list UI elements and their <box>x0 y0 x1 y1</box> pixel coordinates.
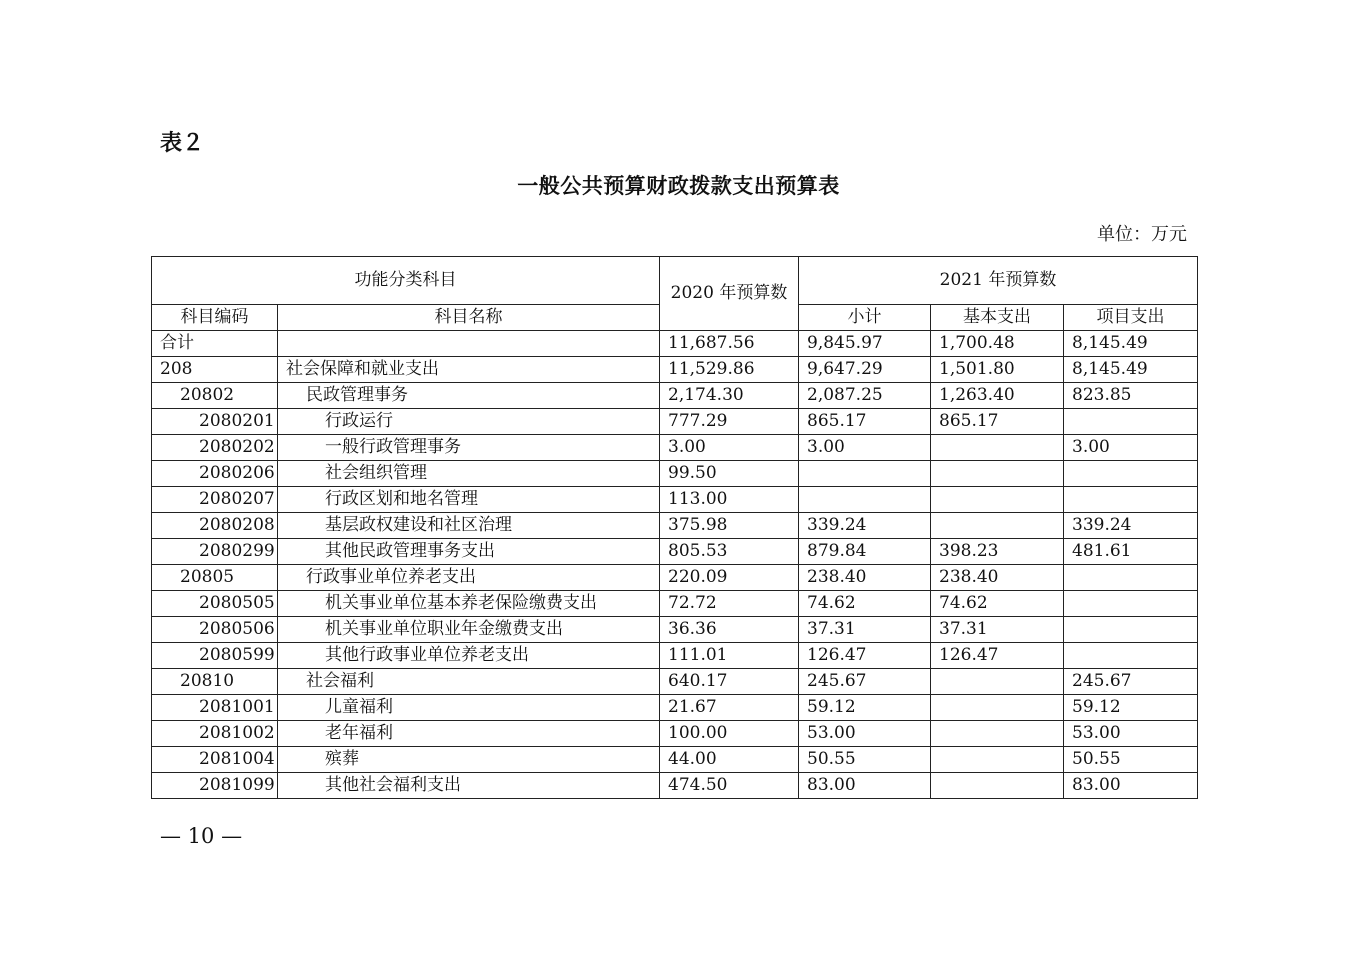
cell-subtotal: 50.55 <box>799 747 931 773</box>
table-row <box>152 409 1198 435</box>
cell-code: 2080506 <box>152 617 278 643</box>
cell-subtotal: 53.00 <box>799 721 931 747</box>
cell-code: 2080599 <box>152 643 278 669</box>
cell-budget-2020: 2,174.30 <box>660 383 799 409</box>
cell-code: 2081002 <box>152 721 278 747</box>
cell-code: 2081099 <box>152 773 278 799</box>
cell-name: 行政事业单位养老支出 <box>278 565 660 591</box>
cell-name: 社会福利 <box>278 669 660 695</box>
cell-code: 2080208 <box>152 513 278 539</box>
table-row <box>152 695 1198 721</box>
cell-code: 2081001 <box>152 695 278 721</box>
cell-code: 2080206 <box>152 461 278 487</box>
cell-subtotal: 865.17 <box>799 409 931 435</box>
table-row <box>152 487 1198 513</box>
cell-name: 社会保障和就业支出 <box>278 357 660 383</box>
cell-project: 59.12 <box>1064 695 1198 721</box>
table-row <box>152 721 1198 747</box>
cell-subtotal: 126.47 <box>799 643 931 669</box>
cell-budget-2020: 3.00 <box>660 435 799 461</box>
cell-project: 53.00 <box>1064 721 1198 747</box>
cell-budget-2020: 777.29 <box>660 409 799 435</box>
budget-table <box>151 256 1198 799</box>
table-row <box>152 357 1198 383</box>
cell-project <box>1064 409 1198 435</box>
cell-subtotal: 3.00 <box>799 435 931 461</box>
cell-name: 老年福利 <box>278 721 660 747</box>
cell-subtotal: 238.40 <box>799 565 931 591</box>
cell-name: 其他民政管理事务支出 <box>278 539 660 565</box>
cell-budget-2020: 640.17 <box>660 669 799 695</box>
cell-basic: 1,501.80 <box>931 357 1064 383</box>
cell-subtotal: 9,845.97 <box>799 331 931 357</box>
header-project: 项目支出 <box>1064 305 1198 331</box>
table-row <box>152 617 1198 643</box>
table-row <box>152 747 1198 773</box>
cell-code: 合计 <box>152 331 278 357</box>
cell-subtotal: 83.00 <box>799 773 931 799</box>
header-basic: 基本支出 <box>931 305 1064 331</box>
cell-subtotal: 74.62 <box>799 591 931 617</box>
header-code: 科目编码 <box>152 305 278 331</box>
cell-budget-2020: 375.98 <box>660 513 799 539</box>
cell-project <box>1064 487 1198 513</box>
cell-project <box>1064 565 1198 591</box>
cell-project: 50.55 <box>1064 747 1198 773</box>
cell-basic: 1,263.40 <box>931 383 1064 409</box>
cell-code: 2080201 <box>152 409 278 435</box>
cell-basic <box>931 487 1064 513</box>
cell-code: 2080202 <box>152 435 278 461</box>
cell-subtotal: 2,087.25 <box>799 383 931 409</box>
cell-basic: 1,700.48 <box>931 331 1064 357</box>
cell-project: 8,145.49 <box>1064 331 1198 357</box>
cell-budget-2020: 11,529.86 <box>660 357 799 383</box>
table-row <box>152 513 1198 539</box>
cell-basic <box>931 721 1064 747</box>
cell-basic <box>931 669 1064 695</box>
table-row <box>152 669 1198 695</box>
table-row <box>152 539 1198 565</box>
cell-code: 2080207 <box>152 487 278 513</box>
cell-basic: 37.31 <box>931 617 1064 643</box>
cell-project: 8,145.49 <box>1064 357 1198 383</box>
cell-basic <box>931 747 1064 773</box>
header-name: 科目名称 <box>278 305 660 331</box>
table-row <box>152 331 1198 357</box>
cell-budget-2020: 36.36 <box>660 617 799 643</box>
cell-budget-2020: 474.50 <box>660 773 799 799</box>
document-title: 一般公共预算财政拨款支出预算表 <box>517 174 840 198</box>
header-subtotal: 小计 <box>799 305 931 331</box>
cell-name: 其他社会福利支出 <box>278 773 660 799</box>
table-row <box>152 773 1198 799</box>
cell-budget-2020: 72.72 <box>660 591 799 617</box>
table-header <box>152 257 1198 331</box>
cell-project: 339.24 <box>1064 513 1198 539</box>
table-row <box>152 461 1198 487</box>
header-functional: 功能分类科目 <box>152 257 660 305</box>
cell-basic <box>931 773 1064 799</box>
header-budget-2021: 2021 年预算数 <box>799 257 1198 305</box>
cell-budget-2020: 11,687.56 <box>660 331 799 357</box>
cell-budget-2020: 44.00 <box>660 747 799 773</box>
header-budget-2020: 2020 年预算数 <box>660 257 799 331</box>
table-row <box>152 591 1198 617</box>
cell-name: 机关事业单位职业年金缴费支出 <box>278 617 660 643</box>
table-label: 表２ <box>160 131 205 156</box>
cell-basic <box>931 695 1064 721</box>
cell-budget-2020: 99.50 <box>660 461 799 487</box>
cell-budget-2020: 220.09 <box>660 565 799 591</box>
cell-budget-2020: 113.00 <box>660 487 799 513</box>
cell-project <box>1064 617 1198 643</box>
cell-code: 20802 <box>152 383 278 409</box>
cell-basic <box>931 435 1064 461</box>
cell-project <box>1064 643 1198 669</box>
cell-code: 20810 <box>152 669 278 695</box>
cell-code: 2080299 <box>152 539 278 565</box>
cell-basic: 238.40 <box>931 565 1064 591</box>
table-body <box>152 331 1198 799</box>
cell-code: 2080505 <box>152 591 278 617</box>
cell-name: 殡葬 <box>278 747 660 773</box>
cell-subtotal <box>799 461 931 487</box>
cell-name <box>278 331 660 357</box>
cell-project: 3.00 <box>1064 435 1198 461</box>
cell-name: 基层政权建设和社区治理 <box>278 513 660 539</box>
cell-subtotal: 245.67 <box>799 669 931 695</box>
cell-name: 行政运行 <box>278 409 660 435</box>
cell-subtotal <box>799 487 931 513</box>
cell-project: 83.00 <box>1064 773 1198 799</box>
cell-name: 其他行政事业单位养老支出 <box>278 643 660 669</box>
cell-code: 208 <box>152 357 278 383</box>
cell-name: 一般行政管理事务 <box>278 435 660 461</box>
cell-budget-2020: 100.00 <box>660 721 799 747</box>
unit-label: 单位：万元 <box>1097 224 1187 245</box>
table-row <box>152 643 1198 669</box>
cell-name: 儿童福利 <box>278 695 660 721</box>
table-row <box>152 565 1198 591</box>
page-number: — 10 — <box>160 824 243 848</box>
cell-subtotal: 879.84 <box>799 539 931 565</box>
table-row <box>152 383 1198 409</box>
cell-basic: 74.62 <box>931 591 1064 617</box>
table-row <box>152 435 1198 461</box>
cell-budget-2020: 111.01 <box>660 643 799 669</box>
cell-basic: 865.17 <box>931 409 1064 435</box>
cell-project <box>1064 591 1198 617</box>
cell-subtotal: 339.24 <box>799 513 931 539</box>
cell-subtotal: 37.31 <box>799 617 931 643</box>
cell-basic: 126.47 <box>931 643 1064 669</box>
cell-basic: 398.23 <box>931 539 1064 565</box>
cell-name: 社会组织管理 <box>278 461 660 487</box>
cell-name: 机关事业单位基本养老保险缴费支出 <box>278 591 660 617</box>
cell-project: 245.67 <box>1064 669 1198 695</box>
cell-budget-2020: 21.67 <box>660 695 799 721</box>
cell-code: 2081004 <box>152 747 278 773</box>
cell-project: 481.61 <box>1064 539 1198 565</box>
cell-subtotal: 59.12 <box>799 695 931 721</box>
cell-project: 823.85 <box>1064 383 1198 409</box>
cell-code: 20805 <box>152 565 278 591</box>
cell-budget-2020: 805.53 <box>660 539 799 565</box>
cell-basic <box>931 461 1064 487</box>
cell-subtotal: 9,647.29 <box>799 357 931 383</box>
cell-basic <box>931 513 1064 539</box>
cell-name: 民政管理事务 <box>278 383 660 409</box>
cell-name: 行政区划和地名管理 <box>278 487 660 513</box>
cell-project <box>1064 461 1198 487</box>
